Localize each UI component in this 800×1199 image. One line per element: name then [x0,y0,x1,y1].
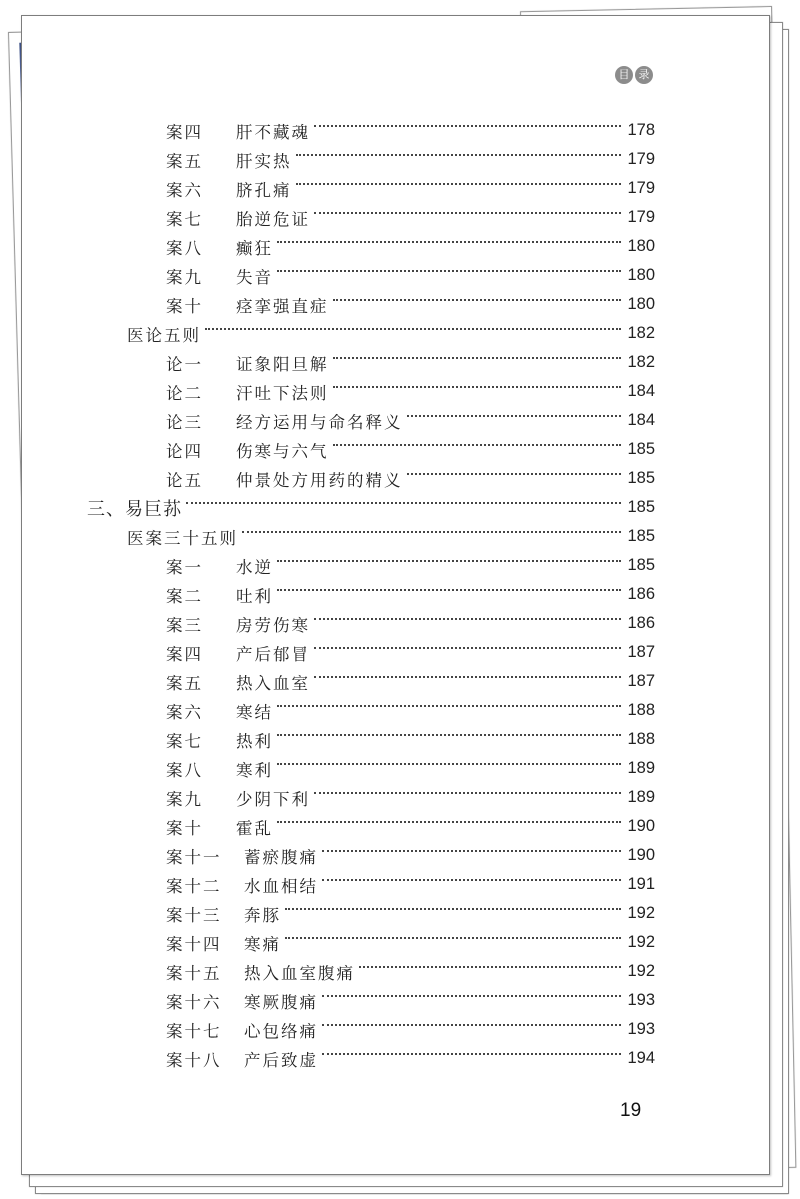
toc-entry-number: 论四 [166,441,203,461]
toc-entry-number: 案十六 [166,992,222,1012]
toc-page-number: 180 [627,237,655,255]
toc-chapter-title: 三、易巨荪 [87,498,182,520]
toc-entry-title: 霍乱 [236,818,273,838]
toc-entry-number: 案十四 [166,934,222,954]
toc-page-number: 182 [627,324,655,342]
toc-page-number: 193 [627,991,655,1009]
toc-page-number: 190 [627,817,655,835]
toc-page-number: 189 [627,759,655,777]
toc-entry-title: 水血相结 [244,876,318,896]
dot-leader [314,125,621,127]
toc-entry[interactable] [166,116,655,145]
toc-entry-number: 案四 [166,644,203,664]
dot-leader [277,560,621,562]
toc-entry[interactable] [166,406,655,435]
toc-entry[interactable] [166,754,655,783]
toc-entry-number: 案十一 [166,847,222,867]
toc-entry-number: 案六 [166,180,203,200]
toc-entry[interactable] [166,841,655,870]
toc-entry[interactable] [166,261,655,290]
toc-entry-title: 热入血室 [236,673,310,693]
dot-leader [277,705,621,707]
dot-leader [314,618,621,620]
dot-leader [205,328,621,330]
toc-page-number: 186 [627,585,655,603]
toc-entry[interactable] [166,203,655,232]
toc-entry-title: 蓄瘀腹痛 [244,847,318,867]
toc-entry-title: 胎逆危证 [236,209,310,229]
badge-mu: 目 [615,66,633,84]
dot-leader [242,531,621,533]
toc-entry-number: 案五 [166,151,203,171]
toc-entry[interactable] [166,1015,655,1044]
toc-entry-title: 热利 [236,731,273,751]
toc-entry-title: 肝不藏魂 [236,122,310,142]
dot-leader [285,937,621,939]
toc-entry-title: 少阴下利 [236,789,310,809]
toc-page-number: 188 [627,701,655,719]
toc-entry-number: 案六 [166,702,203,722]
toc-page-number: 187 [627,643,655,661]
dot-leader [322,1053,621,1055]
toc-entry[interactable] [166,232,655,261]
toc-page-number: 191 [627,875,655,893]
toc-entry[interactable] [166,812,655,841]
toc-entry[interactable] [166,638,655,667]
dot-leader [314,212,621,214]
toc-entry[interactable] [87,493,655,522]
toc-page-number: 180 [627,266,655,284]
dot-leader [277,270,621,272]
toc-page-number: 188 [627,730,655,748]
dot-leader [277,589,621,591]
toc-entry[interactable] [166,1044,655,1073]
toc-entry[interactable] [166,290,655,319]
toc-page-number: 192 [627,962,655,980]
dot-leader [277,821,621,823]
toc-entry[interactable] [166,377,655,406]
toc-page-number: 185 [627,469,655,487]
toc-page-number: 178 [627,121,655,139]
toc-page-number: 193 [627,1020,655,1038]
toc-entry[interactable] [166,783,655,812]
toc-page-number: 179 [627,179,655,197]
toc-entry-number: 案十七 [166,1021,222,1041]
toc-section-title: 医案三十五则 [127,528,238,548]
toc-page-number: 185 [627,556,655,574]
dot-leader [333,299,622,301]
toc-entry[interactable] [166,870,655,899]
toc-entry[interactable] [166,435,655,464]
toc-entry-number: 案二 [166,586,203,606]
toc-page-number: 189 [627,788,655,806]
toc-entry-number: 案七 [166,209,203,229]
dot-leader [333,444,622,446]
dot-leader [314,676,621,678]
toc-entry[interactable] [166,145,655,174]
toc-entry-number: 案九 [166,267,203,287]
toc-entry-title: 肝实热 [236,151,292,171]
toc-page-number: 182 [627,353,655,371]
dot-leader [277,241,621,243]
toc-entry-number: 论三 [166,412,203,432]
dot-leader [186,502,621,504]
toc-entry-number: 论五 [166,470,203,490]
toc-page-number: 185 [627,440,655,458]
toc-entry-number: 案九 [166,789,203,809]
toc-entry[interactable] [166,667,655,696]
toc-entry-number: 论二 [166,383,203,403]
toc-entry-title: 失音 [236,267,273,287]
toc-entry-title: 房劳伤寒 [236,615,310,635]
toc-entry[interactable] [166,696,655,725]
toc-entry[interactable] [166,174,655,203]
toc-entry-title: 仲景处方用药的精义 [236,470,403,490]
toc-entry-number: 案十五 [166,963,222,983]
toc-entry-number: 案十 [166,818,203,838]
badge-lu: 录 [635,66,653,84]
toc-entry-number: 案三 [166,615,203,635]
dot-leader [322,1024,621,1026]
toc-entry[interactable] [166,725,655,754]
dot-leader [314,792,621,794]
toc-entry-title: 心包络痛 [244,1021,318,1041]
toc-entry-title: 产后郁冒 [236,644,310,664]
toc-entry-title: 水逆 [236,557,273,577]
toc-page-number: 180 [627,295,655,313]
toc-entry-number: 案十二 [166,876,222,896]
page-number: 19 [620,1100,642,1121]
toc-entry-title: 癫狂 [236,238,273,258]
toc-page-number: 190 [627,846,655,864]
toc-entry-number: 案四 [166,122,203,142]
toc-entry-title: 产后致虚 [244,1050,318,1070]
toc-page-number: 185 [627,498,655,516]
toc-entry-number: 案一 [166,557,203,577]
toc-entry[interactable] [166,957,655,986]
dot-leader [322,995,621,997]
toc-entry[interactable] [166,986,655,1015]
toc-entry-title: 寒痛 [244,934,281,954]
toc-entry-title: 吐利 [236,586,273,606]
toc-entry[interactable] [166,551,655,580]
dot-leader [296,183,622,185]
toc-page-number: 186 [627,614,655,632]
toc-entry-title: 热入血室腹痛 [244,963,355,983]
toc-entry-title: 汗吐下法则 [236,383,329,403]
toc-header-badges [615,66,653,84]
dot-leader [359,966,621,968]
toc-entry-title: 寒结 [236,702,273,722]
toc-entry[interactable] [166,928,655,957]
toc-page-number: 185 [627,527,655,545]
toc-entry-title: 寒利 [236,760,273,780]
dot-leader [296,154,622,156]
toc-page-number: 184 [627,411,655,429]
toc-entry-title: 脐孔痛 [236,180,292,200]
toc-page-number: 192 [627,904,655,922]
toc-entry[interactable] [166,609,655,638]
dot-leader [322,879,621,881]
toc-entry-number: 案十三 [166,905,222,925]
toc-entry[interactable] [166,464,655,493]
toc-entry-title: 伤寒与六气 [236,441,329,461]
toc-entry-title: 寒厥腹痛 [244,992,318,1012]
toc-page-number: 179 [627,150,655,168]
toc-entry-number: 案八 [166,760,203,780]
toc-entry-title: 经方运用与命名释义 [236,412,403,432]
toc-page-number: 179 [627,208,655,226]
toc-entry[interactable] [166,348,655,377]
toc-entry[interactable] [166,580,655,609]
toc-page-number: 187 [627,672,655,690]
toc-entry[interactable] [127,319,655,348]
dot-leader [407,415,622,417]
dot-leader [285,908,621,910]
dot-leader [333,357,622,359]
toc-entry-number: 案十八 [166,1050,222,1070]
toc-section-title: 医论五则 [127,325,201,345]
dot-leader [277,763,621,765]
dot-leader [322,850,621,852]
dot-leader [277,734,621,736]
toc-entry-number: 案八 [166,238,203,258]
toc-entry-number: 案七 [166,731,203,751]
dot-leader [407,473,622,475]
dot-leader [314,647,621,649]
toc-page-number: 194 [627,1049,655,1067]
toc-entry-number: 案十 [166,296,203,316]
toc-entry-number: 案五 [166,673,203,693]
toc-entry-number: 论一 [166,354,203,374]
dot-leader [333,386,622,388]
toc-entry-title: 证象阳旦解 [236,354,329,374]
toc-entry-title: 奔豚 [244,905,281,925]
toc-entry-title: 痉挛强直症 [236,296,329,316]
toc-entry[interactable] [127,522,655,551]
toc-entry[interactable] [166,899,655,928]
toc-page-number: 192 [627,933,655,951]
toc-page-number: 184 [627,382,655,400]
